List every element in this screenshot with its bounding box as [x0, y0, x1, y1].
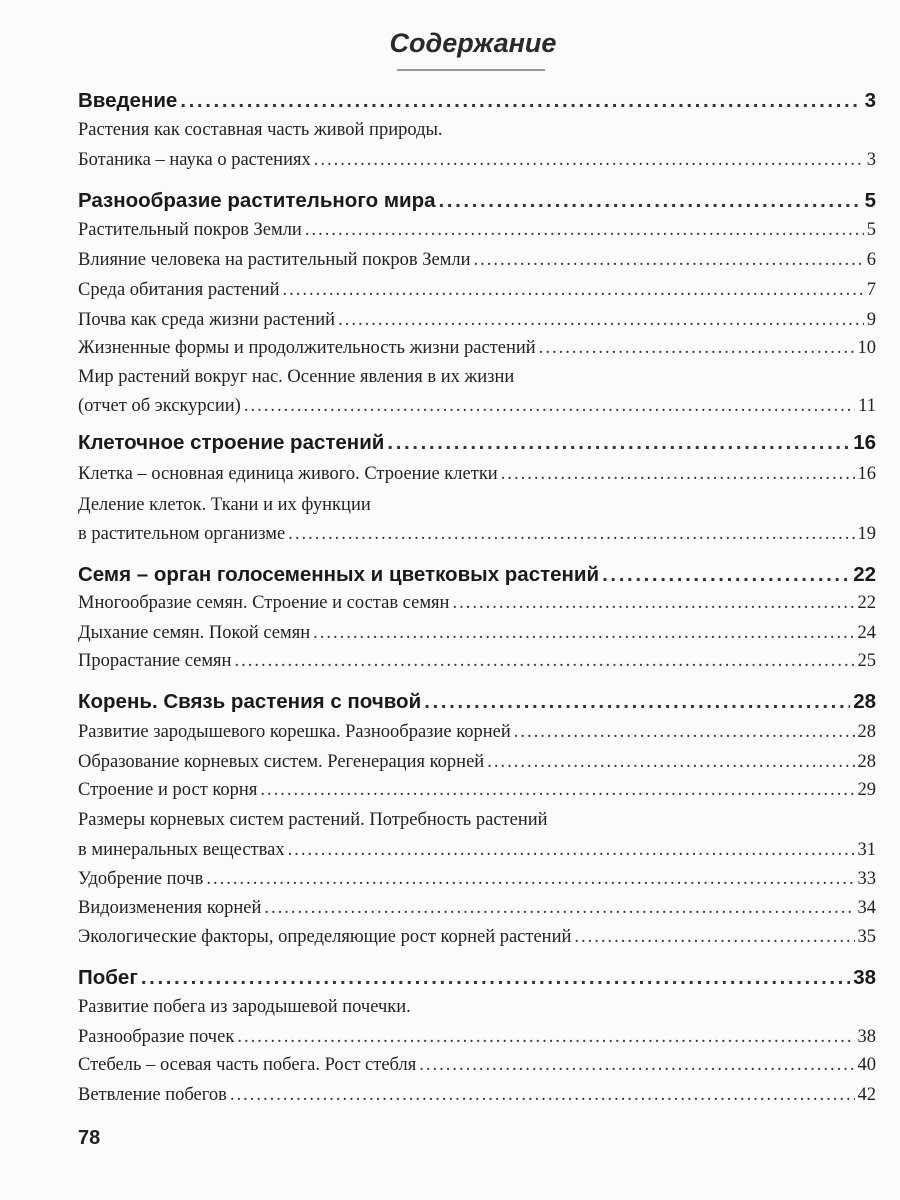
dot-leader	[424, 690, 850, 714]
toc-page-number: 16	[857, 464, 876, 484]
dot-leader	[501, 464, 855, 485]
toc-entry-title: Разнообразие почек	[78, 1027, 235, 1047]
toc-entry-title: Многообразие семян. Строение и состав семян	[78, 593, 450, 613]
toc-page-number: 5	[866, 220, 876, 240]
toc-entry	[78, 120, 876, 141]
toc-page-number: 33	[857, 869, 876, 889]
toc-page-number: 3	[866, 150, 876, 170]
dot-leader	[387, 431, 850, 455]
dot-leader	[234, 651, 854, 672]
toc-section-heading	[78, 431, 876, 455]
dot-leader	[452, 593, 854, 614]
toc-entry-title: Видоизменения корней	[78, 898, 262, 918]
toc-page-number: 6	[866, 250, 876, 270]
toc-entry-title: Клеточное строение растений	[78, 431, 385, 454]
toc-section-heading	[78, 690, 876, 714]
toc-entry-title: Строение и рост корня	[78, 780, 258, 800]
dot-leader	[602, 563, 850, 587]
toc-page-number: 16	[853, 431, 876, 454]
toc-entry	[78, 1085, 876, 1106]
toc-page-number: 28	[853, 690, 876, 713]
dot-leader	[141, 966, 850, 990]
toc-page-number: 28	[857, 722, 876, 742]
dot-leader	[260, 780, 854, 801]
toc-entry	[78, 1055, 876, 1076]
dot-leader	[419, 1055, 854, 1076]
toc-page-number: 42	[857, 1085, 876, 1105]
toc-entry	[78, 310, 876, 331]
toc-page-number: 10	[857, 338, 876, 358]
toc-page-number: 22	[857, 593, 876, 613]
dot-leader	[305, 220, 864, 241]
toc-entry	[78, 280, 876, 301]
dot-leader	[206, 869, 854, 890]
toc-entry-title: Размеры корневых систем растений. Потребность растений	[78, 810, 548, 830]
toc-entry-title: Семя – орган голосеменных и цветковых растений	[78, 563, 600, 586]
toc-entry	[78, 495, 876, 516]
dot-leader	[313, 623, 854, 644]
toc-entry-title: Введение	[78, 89, 178, 112]
toc-entry-title: Почва как среда жизни растений	[78, 310, 336, 330]
toc-entry-title: Клетка – основная единица живого. Строение клетки	[78, 464, 498, 484]
dot-leader	[574, 927, 854, 948]
toc-entry	[78, 722, 876, 743]
toc-section-heading	[78, 966, 876, 990]
toc-entry	[78, 869, 876, 890]
toc-page-number: 22	[853, 563, 876, 586]
toc-entry-title: в растительном организме	[78, 524, 286, 544]
toc-page-number: 38	[857, 1027, 876, 1047]
page-title: Содержание	[389, 28, 557, 58]
dot-leader	[244, 396, 855, 417]
toc-page-number: 11	[858, 396, 876, 416]
toc-entry-title: Деление клеток. Ткани и их функции	[78, 495, 371, 515]
dot-leader	[230, 1085, 855, 1106]
toc-entry	[78, 810, 876, 831]
toc-entry-title: Корень. Связь растения с почвой	[78, 690, 422, 713]
page-number: 78	[78, 1127, 101, 1149]
toc-entry-title: (отчет об экскурсии)	[78, 396, 241, 416]
toc-entry	[78, 623, 876, 644]
toc-entry	[78, 927, 876, 948]
toc-entry	[78, 220, 876, 241]
toc-entry	[78, 898, 876, 919]
toc-entry-title: Развитие зародышевого корешка. Разнообразие корней	[78, 722, 511, 742]
toc-entry-title: Ветвление побегов	[78, 1085, 227, 1105]
toc-entry-title: Экологические факторы, определяющие рост корней растений	[78, 927, 572, 947]
toc-section-heading	[78, 89, 876, 113]
toc-page-number: 3	[864, 89, 876, 112]
toc-entry-title: Разнообразие растительного мира	[78, 189, 436, 212]
toc-page-number: 38	[853, 966, 876, 989]
toc-entry-title: Образование корневых систем. Регенерация корней	[78, 752, 485, 772]
toc-page-number: 29	[857, 780, 876, 800]
toc-entry-title: Удобрение почв	[78, 869, 204, 889]
toc-page-number: 31	[857, 840, 876, 860]
toc-entry	[78, 752, 876, 773]
toc-entry	[78, 396, 876, 417]
toc-entry-title: в минеральных веществах	[78, 840, 285, 860]
dot-leader	[288, 524, 854, 545]
dot-leader	[288, 840, 855, 861]
toc-page-number: 35	[857, 927, 876, 947]
toc-entry	[78, 250, 876, 271]
toc-entry	[78, 367, 876, 388]
toc-entry	[78, 464, 876, 485]
toc-page-number: 5	[864, 189, 876, 212]
toc-section-heading	[78, 563, 876, 587]
dot-leader	[487, 752, 854, 773]
toc-entry-title: Растения как составная часть живой природы.	[78, 120, 443, 140]
toc-entry	[78, 150, 876, 171]
dot-leader	[283, 280, 864, 301]
toc-entry-title: Дыхание семян. Покой семян	[78, 623, 311, 643]
dot-leader	[539, 338, 855, 359]
dot-leader	[180, 89, 861, 113]
toc-page-number: 9	[866, 310, 876, 330]
title-underline	[397, 69, 545, 71]
toc-page-number: 40	[857, 1055, 876, 1075]
toc-entry	[78, 651, 876, 672]
toc-entry	[78, 338, 876, 359]
toc-entry	[78, 997, 876, 1018]
toc-entry-title: Растительный покров Земли	[78, 220, 302, 240]
toc-entry-title: Ботаника – наука о растениях	[78, 150, 311, 170]
toc-entry-title: Развитие побега из зародышевой почечки.	[78, 997, 411, 1017]
toc-entry-title: Прорастание семян	[78, 651, 232, 671]
dot-leader	[237, 1027, 854, 1048]
dot-leader	[314, 150, 864, 171]
dot-leader	[474, 250, 864, 271]
toc-entry-title: Среда обитания растений	[78, 280, 280, 300]
toc-entry-title: Жизненные формы и продолжительность жизни растений	[78, 338, 536, 358]
dot-leader	[514, 722, 855, 743]
dot-leader	[338, 310, 864, 331]
toc-entry	[78, 840, 876, 861]
toc-entry	[78, 780, 876, 801]
dot-leader	[264, 898, 854, 919]
toc-page-number: 24	[857, 623, 876, 643]
toc-page-number: 25	[857, 651, 876, 671]
toc-entry-title: Влияние человека на растительный покров Земли	[78, 250, 471, 270]
toc-page-number: 7	[866, 280, 876, 300]
toc-section-heading	[78, 189, 876, 213]
toc-page-number: 19	[857, 524, 876, 544]
toc-entry-title: Мир растений вокруг нас. Осенние явления в их жизни	[78, 367, 515, 387]
toc-entry-title: Стебель – осевая часть побега. Рост стебля	[78, 1055, 417, 1075]
toc-page-number: 34	[857, 898, 876, 918]
dot-leader	[439, 189, 862, 213]
toc-entry	[78, 593, 876, 614]
toc-page-number: 28	[857, 752, 876, 772]
toc-entry	[78, 524, 876, 545]
toc-entry-title: Побег	[78, 966, 138, 989]
toc-entry	[78, 1027, 876, 1048]
